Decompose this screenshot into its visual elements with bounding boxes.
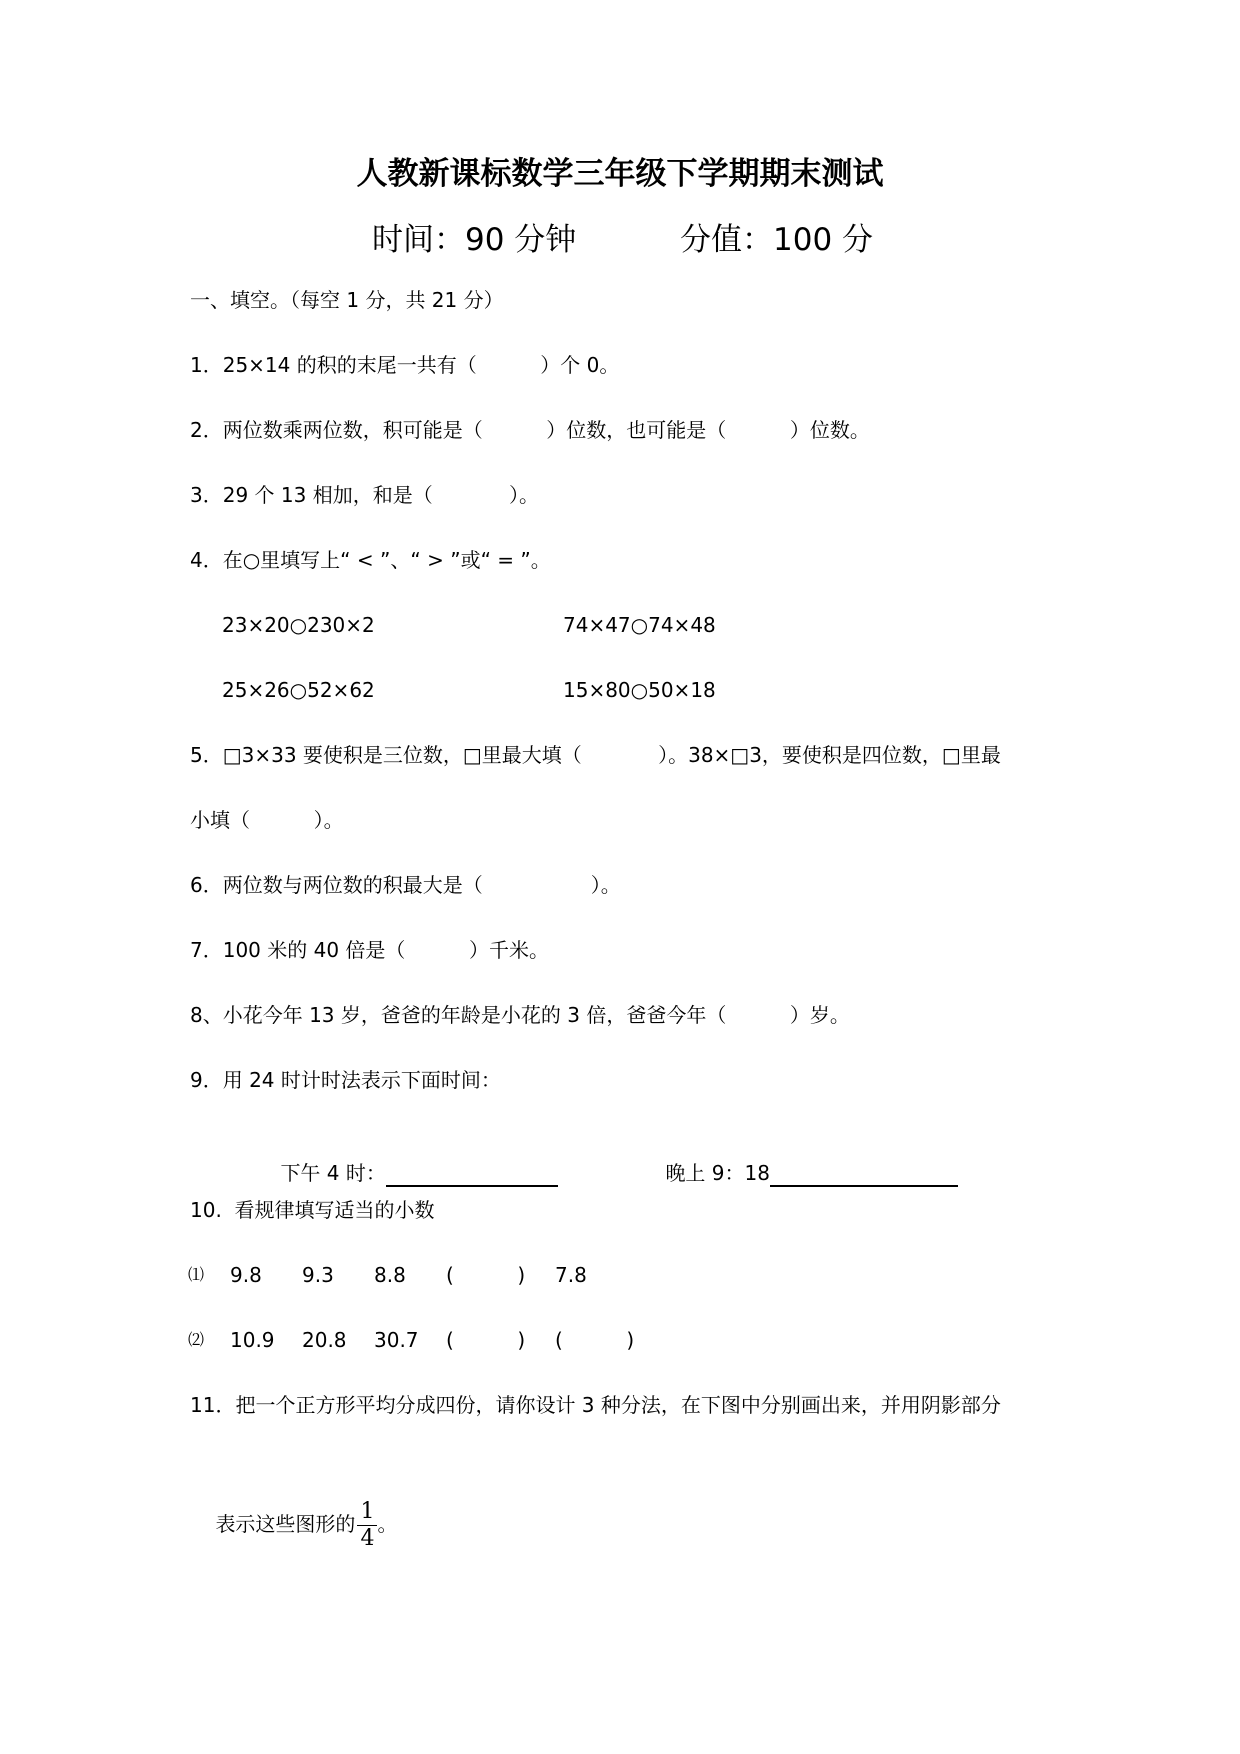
page-title: 人教新课标数学三年级下学期期末测试 [356,156,884,192]
question-11-line-1: 11．把一个正方形平均分成四份，请你设计 3 种分法，在下图中分别画出来，并用阴影部分 [190,1393,1001,1417]
question-7: 7．100 米的 40 倍是（ ）千米。 [190,938,549,962]
fraction-numerator: 1 [357,1499,377,1526]
sequence-value: 20.8 [302,1328,347,1352]
question-3: 3．29 个 13 相加，和是（ ）。 [190,483,539,507]
question-9: 9．用 24 时计时法表示下面时间： [190,1068,501,1092]
question-5-line-2: 小填（ ）。 [190,808,344,832]
fraction-one-quarter [357,1499,377,1552]
fraction-denominator: 4 [360,1526,375,1551]
sequence-value: 9.3 [302,1263,334,1287]
sequence-value: 9.8 [230,1263,262,1287]
section-heading: 一、填空。（每空 1 分，共 21 分） [190,288,504,312]
compare-item-3: 25×26○52×62 [222,678,375,702]
compare-item-4: 15×80○50×18 [563,678,716,702]
time-label-evening: 晚上 9：18 [665,1161,770,1185]
compare-item-1: 23×20○230×2 [222,613,375,637]
sequence-blank: ( ) [446,1328,526,1352]
question-4: 4．在○里填写上“ < ”、“ > ”或“ = ”。 [190,548,551,572]
sequence-value: 30.7 [374,1328,419,1352]
question-10: 10. 看规律填写适当的小数 [190,1198,435,1222]
sequence-blank: ( ) [446,1263,526,1287]
question-11-line-2 [190,1440,397,1608]
question-8: 8、小花今年 13 岁，爸爸的年龄是小花的 3 倍，爸爸今年（ ）岁。 [190,1003,850,1027]
time-item-evening [640,1131,958,1215]
question-1: 1．25×14 的积的末尾一共有（ ）个 0。 [190,353,620,377]
exam-score: 分值：100 分 [680,222,874,258]
answer-blank-afternoon[interactable] [386,1161,558,1187]
sequence-value: 7.8 [555,1263,587,1287]
answer-blank-evening[interactable] [770,1161,958,1187]
sequence-blank: ( ) [555,1328,635,1352]
sequence-value: 8.8 [374,1263,406,1287]
exam-time: 时间：90 分钟 [372,222,577,258]
time-label-afternoon: 下午 4 时： [280,1161,386,1185]
question-6: 6．两位数与两位数的积最大是（ ）。 [190,873,621,897]
question-5-line-1: 5．□3×33 要使积是三位数，□里最大填（ ）。38×□3，要使积是四位数，□里最 [190,743,1001,767]
compare-item-2: 74×47○74×48 [563,613,716,637]
question-2: 2．两位数乘两位数，积可能是（ ）位数，也可能是（ ）位数。 [190,418,870,442]
question-11-text: 表示这些图形的 [215,1512,356,1536]
sequence-value: 10.9 [230,1328,275,1352]
sequence-label-1: ⑴ [188,1265,205,1284]
question-11-end: 。 [377,1512,398,1536]
sequence-label-2: ⑵ [188,1330,205,1349]
